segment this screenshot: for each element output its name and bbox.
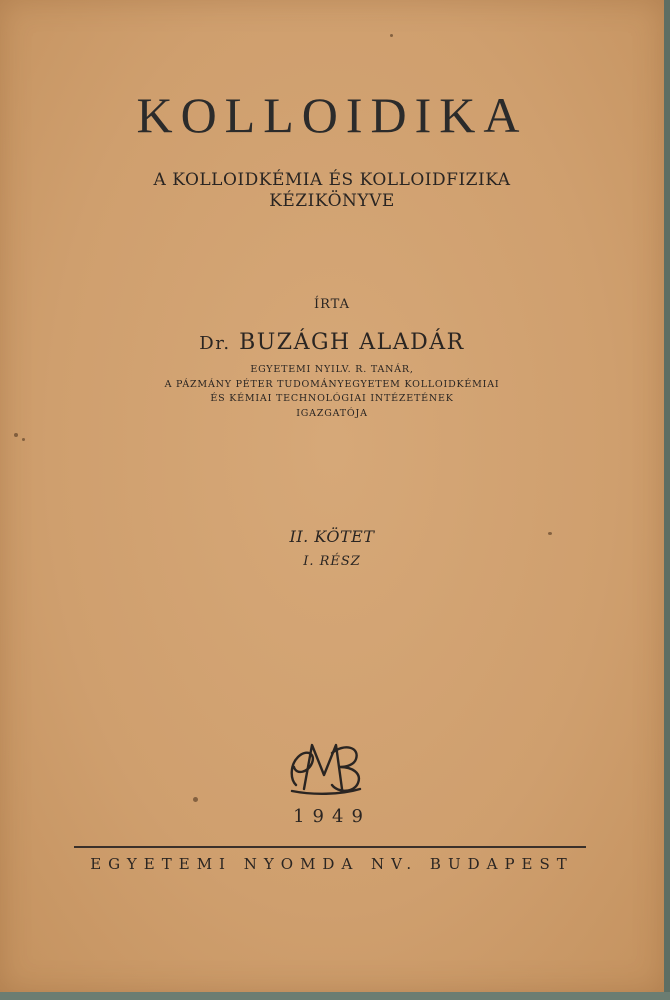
paper-spot <box>22 438 25 441</box>
paper-spot <box>390 34 393 37</box>
publisher-monogram-logo <box>282 735 368 799</box>
author-credential: ÉS KÉMIAI TECHNOLÓGIAI INTÉZETÉNEK <box>210 393 454 404</box>
author-name: BUZÁGH ALADÁR <box>239 330 465 355</box>
divider-rule <box>74 846 586 848</box>
part-label: I. RÉSZ <box>303 554 361 569</box>
author-credential: EGYETEMI NYILV. R. TANÁR, <box>250 364 414 375</box>
subtitle-line-2: KÉZIKÖNYVE <box>269 191 395 211</box>
written-by-label: ÍRTA <box>313 297 351 312</box>
page-edge-right <box>664 0 670 1000</box>
publication-year: 1949 <box>293 806 371 827</box>
author-prefix: Dr. <box>199 333 231 354</box>
volume-label: II. KÖTET <box>289 527 375 546</box>
page-edge-bottom <box>0 992 670 1000</box>
author-credential: A PÁZMÁNY PÉTER TUDOMÁNYEGYETEM KOLLOIDKÉMIAI <box>164 379 500 390</box>
subtitle-line-1: A KOLLOIDKÉMIA ÉS KOLLOIDFIZIKA <box>153 170 511 190</box>
paper-spot <box>548 532 552 535</box>
publisher-name: EGYETEMI NYOMDA NV. BUDAPEST <box>90 855 574 873</box>
paper-spot <box>193 797 198 802</box>
author-credential: IGAZGATÓJA <box>296 408 368 419</box>
book-title: KOLLOIDIKA <box>136 87 528 143</box>
paper-spot <box>14 433 18 437</box>
author <box>0 330 664 355</box>
